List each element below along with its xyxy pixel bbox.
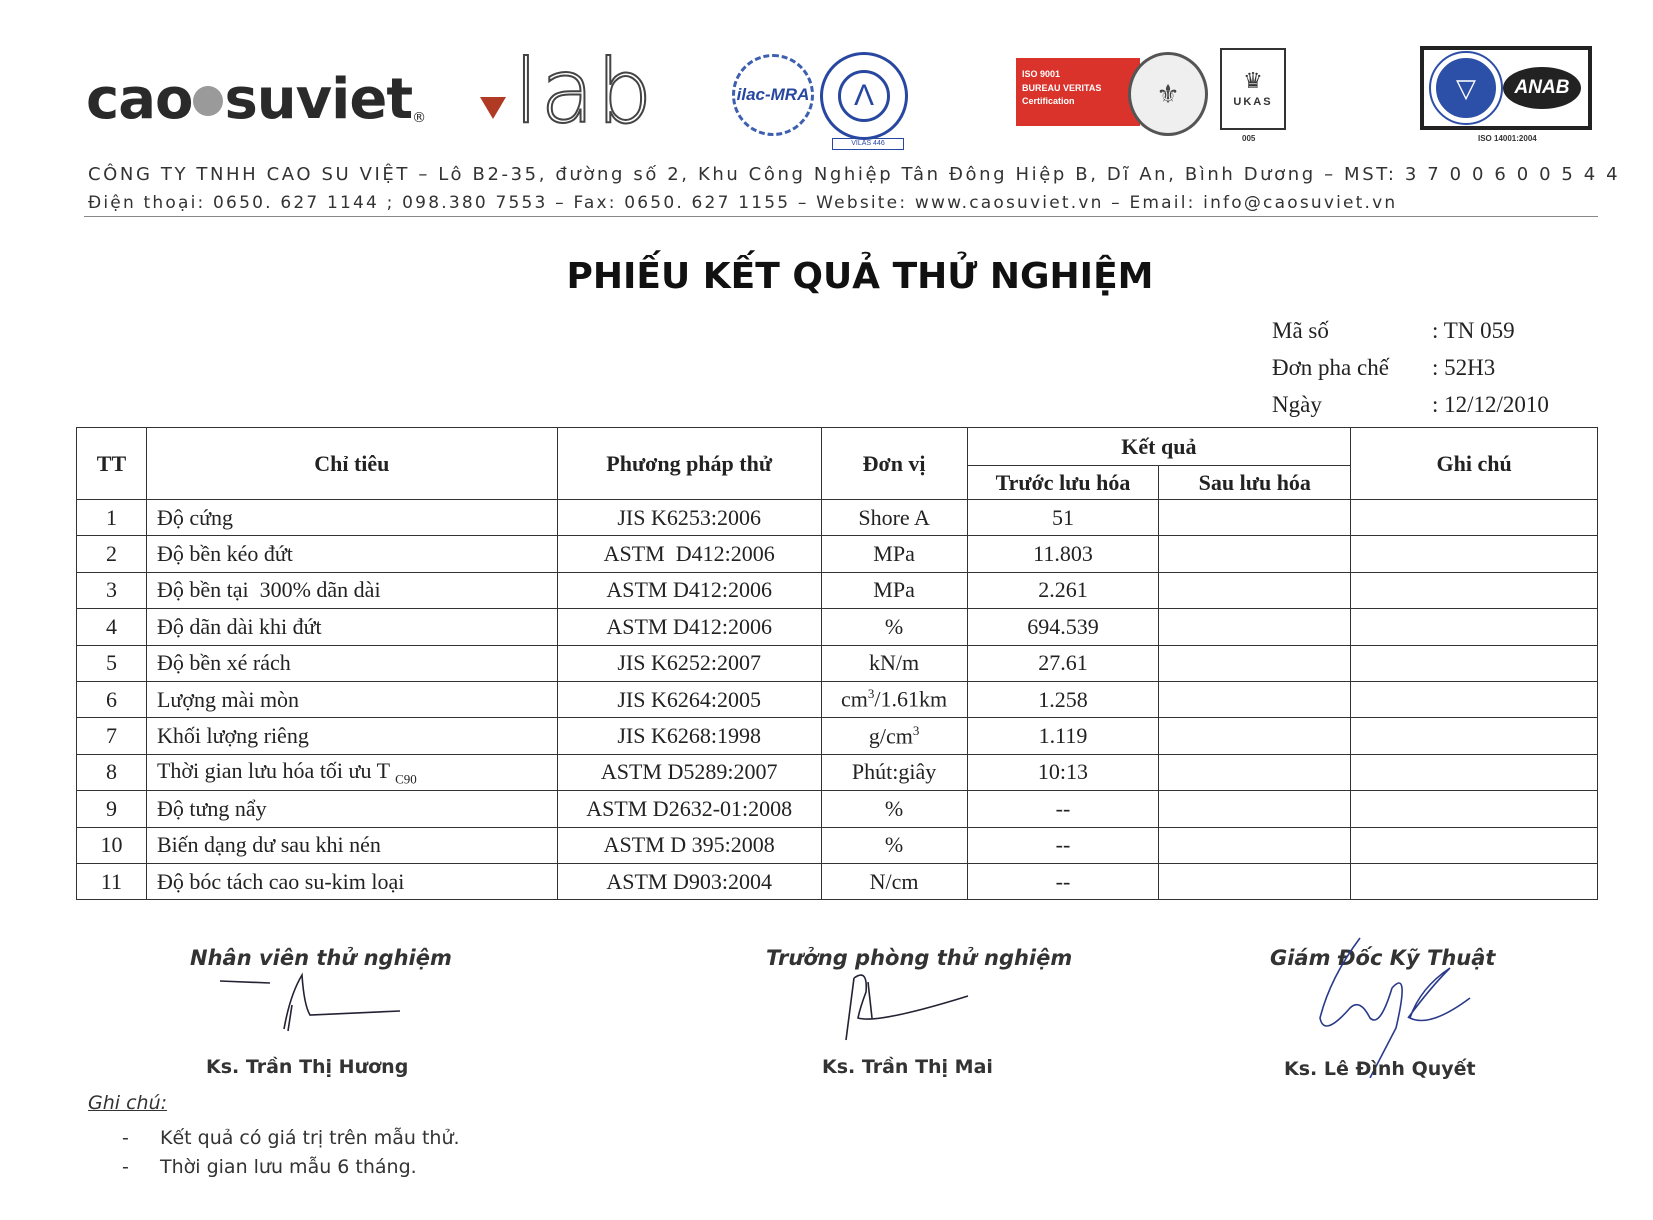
- ukas-crown-icon: ♛: [1243, 68, 1263, 93]
- list-item: - Thời gian lưu mẫu 6 tháng.: [122, 1156, 417, 1178]
- bsi-anab-logo: ▽ ANAB: [1420, 46, 1592, 130]
- col-don-vi: Đơn vị: [821, 428, 967, 500]
- list-item: - Kết quả có giá trị trên mẫu thử.: [122, 1127, 460, 1149]
- page-title: PHIẾU KẾT QUẢ THỬ NGHIỆM: [566, 256, 1154, 297]
- col-ghi-chu: Ghi chú: [1351, 428, 1598, 500]
- col-tt: TT: [77, 428, 147, 500]
- unit-cell: $cm^3/1.61km$: [821, 681, 967, 717]
- signature-head-icon: [838, 968, 988, 1048]
- col-sau-luu-hoa: Sau lưu hóa: [1159, 466, 1351, 500]
- ilac-seal-icon: ilac-MRA: [732, 54, 814, 136]
- document-meta: [1272, 312, 1549, 423]
- company-contact: Điện thoại: 0650. 627 1144 ; 098.380 7553 – Fax: 0650. 627 1155 – Website: www.caosuviet.vn – Email: info@caosuviet.vn: [88, 193, 1398, 213]
- unit-cell: $g/cm^3$: [821, 718, 967, 754]
- table-row: 3 Độ bền tại 300% dãn dài ASTM D412:2006 MPa 2.261: [77, 572, 1598, 608]
- table-row: 4 Độ dãn dài khi đứt ASTM D412:2006 % 694.539: [77, 609, 1598, 645]
- boa-seal-icon: Λ: [820, 52, 908, 140]
- signature-role-head: Trưởng phòng thử nghiệm: [766, 946, 1073, 970]
- signature-name-head: Ks. Trần Thị Mai: [822, 1056, 993, 1078]
- signature-role-tester: Nhân viên thử nghiệm: [190, 946, 452, 970]
- col-phuong-phap: Phương pháp thử: [557, 428, 821, 500]
- notes-title: Ghi chú:: [88, 1092, 168, 1114]
- results-table: [76, 427, 1598, 900]
- signature-role-director: Giám Đốc Kỹ Thuật: [1270, 946, 1496, 970]
- table-row: 9 Độ tưng nẩy ASTM D2632-01:2008 % --: [77, 791, 1598, 827]
- notes-list: [122, 1127, 460, 1185]
- company-address: CÔNG TY TNHH CAO SU VIỆT – Lô B2-35, đường số 2, Khu Công Nghiệp Tân Đông Hiệp B, Dĩ An, Bình Dương – MST: 3 7 0 0 6 0 0 5 4 4: [88, 164, 1621, 185]
- table-row: 11 Độ bóc tách cao su-kim loại ASTM D903:2004 N/cm --: [77, 863, 1598, 899]
- meta-code: Mã số : TN 059: [1272, 317, 1515, 343]
- vlab-logo: lab: [480, 52, 654, 131]
- table-row: 2 Độ bền kéo đứt ASTM D412:2006 MPa 11.803: [77, 536, 1598, 572]
- signature-name-director: Ks. Lê Đình Quyết: [1284, 1058, 1476, 1080]
- table-row: 7 Khối lượng riêng JIS K6268:1998 $g/cm^3$ 1.119: [77, 718, 1598, 754]
- signature-tester-icon: [210, 965, 410, 1045]
- caosuviet-logo: cao suviet®: [86, 67, 426, 132]
- meta-formula: Đơn pha chế : 52H3: [1272, 354, 1496, 380]
- vlab-triangle-icon: [480, 97, 506, 119]
- table-row: 8 Thời gian lưu hóa tối ưu T $_{C90}$ ASTM D5289:2007 Phút:giây 10:13: [77, 754, 1598, 790]
- table-row: 10 Biến dạng dư sau khi nén ASTM D 395:2008 % --: [77, 827, 1598, 863]
- criterion-cell: Thời gian lưu hóa tối ưu T $_{C90}$: [146, 754, 557, 790]
- signature-director-icon: [1300, 928, 1480, 1078]
- meta-date: Ngày : 12/12/2010: [1272, 391, 1549, 417]
- ukas-number: 005: [1242, 134, 1256, 143]
- bureau-veritas-logo: ISO 9001 BUREAU VERITAS Certification: [1016, 58, 1140, 126]
- header-divider: [84, 216, 1598, 217]
- signature-name-tester: Ks. Trần Thị Hương: [206, 1056, 409, 1078]
- bsi-logo-icon: ▽: [1431, 53, 1501, 123]
- bureau-veritas-seal-icon: ⚜: [1128, 52, 1208, 136]
- logo-dot-icon: [193, 86, 223, 116]
- col-truoc-luu-hoa: Trước lưu hóa: [967, 466, 1159, 500]
- bsi-number: ISO 14001:2004: [1478, 134, 1537, 143]
- boa-tag: VILAS 446: [832, 138, 904, 150]
- table-row: 6 Lượng mài mòn JIS K6264:2005 $cm^3/1.61km$ 1.258: [77, 681, 1598, 717]
- col-ket-qua: Kết quả: [967, 428, 1351, 466]
- col-chi-tieu: Chỉ tiêu: [146, 428, 557, 500]
- ukas-logo: ♛ UKAS: [1220, 48, 1286, 130]
- table-row: 5 Độ bền xé rách JIS K6252:2007 kN/m 27.61: [77, 645, 1598, 681]
- table-row: 1 Độ cứng JIS K6253:2006 Shore A 51: [77, 500, 1598, 536]
